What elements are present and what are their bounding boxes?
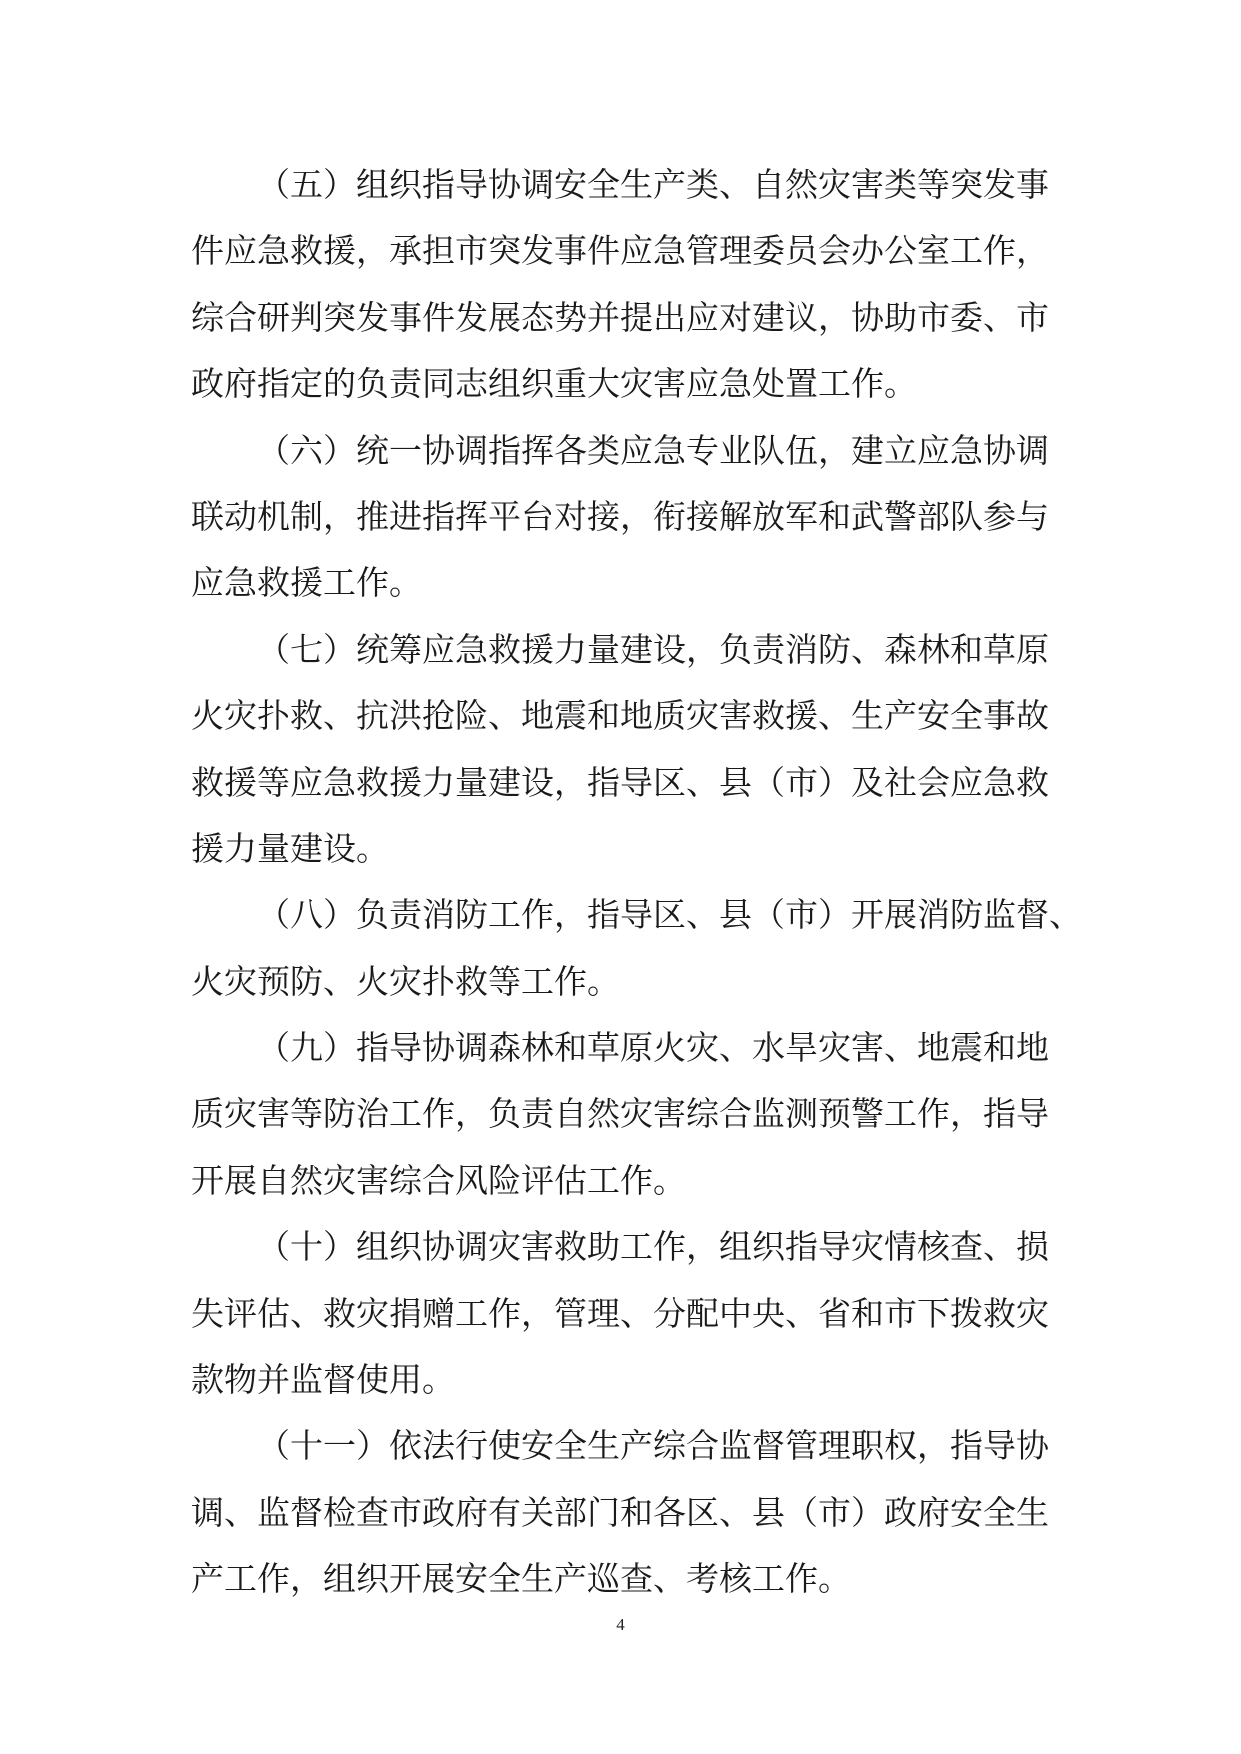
page-number: 4 xyxy=(616,1615,625,1634)
text-line: 火灾扑救、抗洪抢险、地震和地质灾害救援、生产安全事故 xyxy=(191,696,1049,736)
paragraph-6 xyxy=(191,418,1049,617)
text-line: 开展自然灾害综合风险评估工作。 xyxy=(191,1160,686,1200)
text-line: 质灾害等防治工作，负责自然灾害综合监测预警工作，指导 xyxy=(191,1094,1049,1134)
paragraph-5 xyxy=(191,152,1049,418)
text-line: 应急救援工作。 xyxy=(191,563,422,603)
text-line: （五）组织指导协调安全生产类、自然灾害类等突发事 xyxy=(257,165,1049,204)
text-line: （七）统筹应急救援力量建设，负责消防、森林和草原 xyxy=(257,629,1049,669)
document-body xyxy=(191,152,1082,1613)
text-line: （十一）依法行使安全生产综合监督管理职权，指导协 xyxy=(257,1426,1049,1466)
text-line: 产工作，组织开展安全生产巡查、考核工作。 xyxy=(191,1559,851,1599)
text-line: （十）组织协调灾害救助工作，组织指导灾情核查、损 xyxy=(257,1227,1049,1267)
paragraph-9 xyxy=(191,1015,1049,1214)
paragraph-10 xyxy=(191,1214,1049,1413)
text-line: 失评估、救灾捐赠工作，管理、分配中央、省和市下拨救灾 xyxy=(191,1293,1049,1333)
text-line: 综合研判突发事件发展态势并提出应对建议，协助市委、市 xyxy=(191,297,1049,337)
paragraph-7 xyxy=(191,617,1049,883)
text-line: 件应急救援，承担市突发事件应急管理委员会办公室工作， xyxy=(191,231,1049,271)
text-line: （九）指导协调森林和草原火灾、水旱灾害、地震和地 xyxy=(257,1028,1049,1068)
text-line: （六）统一协调指挥各类应急专业队伍，建立应急协调 xyxy=(257,430,1049,470)
text-line: 援力量建设。 xyxy=(191,828,389,868)
text-line: 联动机制，推进指挥平台对接，衔接解放军和武警部队参与 xyxy=(191,496,1049,536)
text-line: 救援等应急救援力量建设，指导区、县（市）及社会应急救 xyxy=(191,762,1049,802)
text-line: 火灾预防、火灾扑救等工作。 xyxy=(191,961,620,1001)
paragraph-8 xyxy=(191,882,1082,1015)
text-line: 款物并监督使用。 xyxy=(191,1360,455,1400)
paragraph-11 xyxy=(191,1413,1049,1612)
text-line: 调、监督检查市政府有关部门和各区、县（市）政府安全生 xyxy=(191,1492,1049,1532)
text-line: 政府指定的负责同志组织重大灾害应急处置工作。 xyxy=(191,364,917,404)
text-line: （八）负责消防工作，指导区、县（市）开展消防监督、 xyxy=(257,895,1082,935)
